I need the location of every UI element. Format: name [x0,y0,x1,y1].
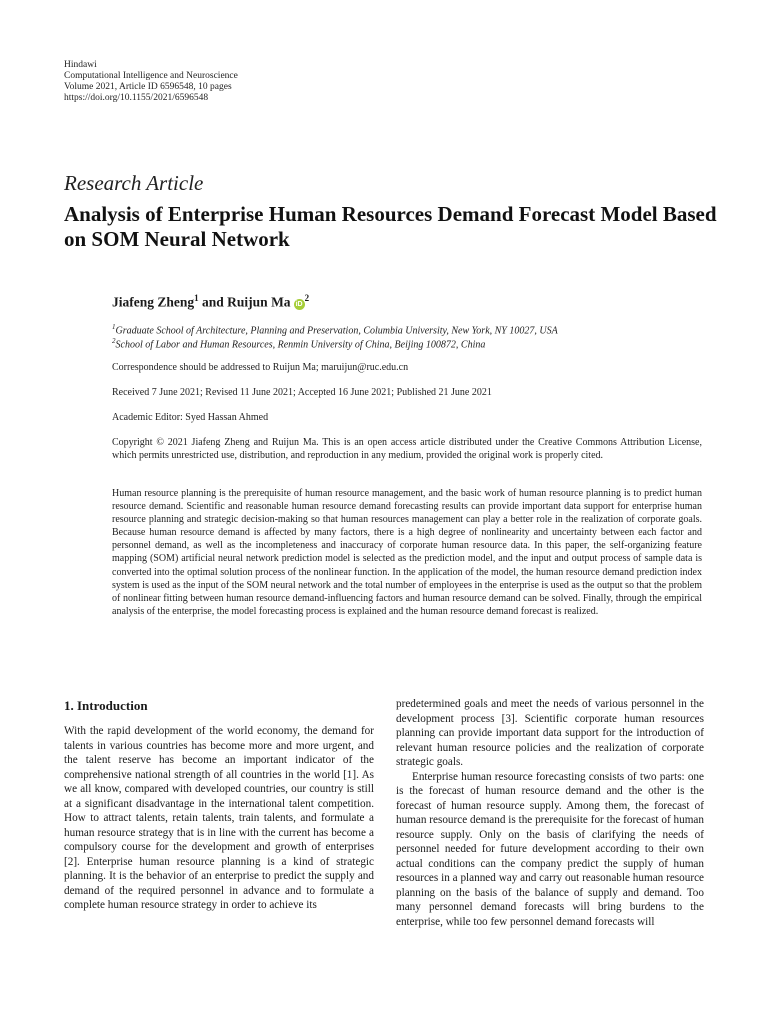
left-column [64,724,374,913]
article-title: Analysis of Enterprise Human Resources Demand Forecast Model Based on SOM Neural Network [64,202,717,251]
article-type: Research Article [64,171,204,195]
volume-info: Volume 2021, Article ID 6596548, 10 pages [64,82,232,92]
orcid-icon[interactable]: iD [295,300,303,308]
affiliation-marker: 2 [112,337,116,345]
journal-info [64,60,238,104]
publisher: Hindawi [64,60,97,70]
affiliation-marker: 1 [194,293,199,303]
correspondence: Correspondence should be addressed to Ruijun Ma; maruijun@ruc.edu.cn [112,362,409,373]
affiliation-text: Graduate School of Architecture, Planning and Preservation, Columbia University, New York, NY 10027, USA [115,325,558,337]
body-paragraph: Enterprise human resource forecasting consists of two parts: one is the forecast of human resource demand and the other is the forecast of human resource supply. Among them, the forecast of human resource demand is the prerequisite for the forecast of human resource supply. Only on the basis of clarifying the needs of personnel needed for future development according to their own actual conditions can the company predict the supply of human resources in a planned way and carry out reasonable human resource planning on the basis of the balance of supply and demand. Too many personnel demand forecasts will bring burdens to the enterprise, while too few personnel demand forecasts will [396,770,704,928]
affiliation [112,323,558,336]
affiliation-marker: 2 [304,293,310,303]
academic-editor: Academic Editor: Syed Hassan Ahmed [112,412,269,423]
right-column [396,697,704,929]
doi-link[interactable]: https://doi.org/10.1155/2021/6596548 [64,93,209,103]
affiliation-text: School of Labor and Human Resources, Renmin University of China, Beijing 100872, China [115,339,486,351]
abstract: Human resource planning is the prerequisite of human resource management, and the basic work of human resource planning is to predict human resource demand. Scientific and reasonable human resource demand forecasting results can provide important data support for enterprise human resource planning and strategic decision-making so that human resources management can play a better role in the realization of corporate goals. Because human resource demand is affected by many factors, there is a high degree of nonlinearity and uncertainty between each factor and personnel demand, as well as the incompleteness and inaccuracy of corporate human resource data. In this paper, the self-organizing feature mapping (SOM) artificial neural network prediction model is selected as the prediction model, and the input and output process of sample data is converted into the optimal solution process of the nonlinear function. In the application of the model, the human resource demand prediction index system is used as the input of the SOM neural network and the total number of employees in the enterprise is used as the output so that the problem of nonlinear fitting between human resource demand-influencing factors and human resource demand can be solved. Finally, through the empirical analysis of the enterprise, the model forecasting process is explained and the human resource demand forecast is realized. [112,488,702,617]
publication-dates: Received 7 June 2021; Revised 11 June 2021; Accepted 16 June 2021; Published 21 June 2021 [112,387,492,398]
body-paragraph: With the rapid development of the world economy, the demand for talents in various countries has become more and more urgent, and the talent reserve has become an important indicator of the comprehensive national strength of all countries in the world [1]. As we all know, compared with developed countries, our country is still at a significant disadvantage in the international talent competition. How to attract talents, retain talents, train talents, and formulate a human resource strategy that is in line with the current has become a compulsory course for the development and growth of enterprises [2]. Enterprise human resource planning is a kind of strategic planning. It is the behavior of an enterprise to predict the supply and demand of the required personnel in advance and to formulate a complete human resource strategy in order to achieve its [64,725,374,911]
affiliation-marker: 1 [112,323,116,331]
author-name[interactable]: Jiafeng Zheng [112,294,195,310]
journal-name: Computational Intelligence and Neuroscience [64,71,238,81]
copyright-notice: Copyright © 2021 Jiafeng Zheng and Ruijun Ma. This is an open access article distributed under the Creative Commons Attribution License, which permits unrestricted use, distribution, and reproduction in any medium, provided the original work is properly cited. [112,437,702,461]
affiliation [112,337,485,350]
author-name[interactable]: Ruijun Ma [227,294,291,310]
section-heading: 1. Introduction [64,698,148,713]
body-paragraph: predetermined goals and meet the needs of various personnel in the development process [3]. Scientific corporate human resources planning can provide important data support for the introduction of relevant human resource policies and the realization of corporate strategic goals. [396,698,704,768]
author-list [112,293,309,311]
author-conjunction: and [198,294,228,310]
